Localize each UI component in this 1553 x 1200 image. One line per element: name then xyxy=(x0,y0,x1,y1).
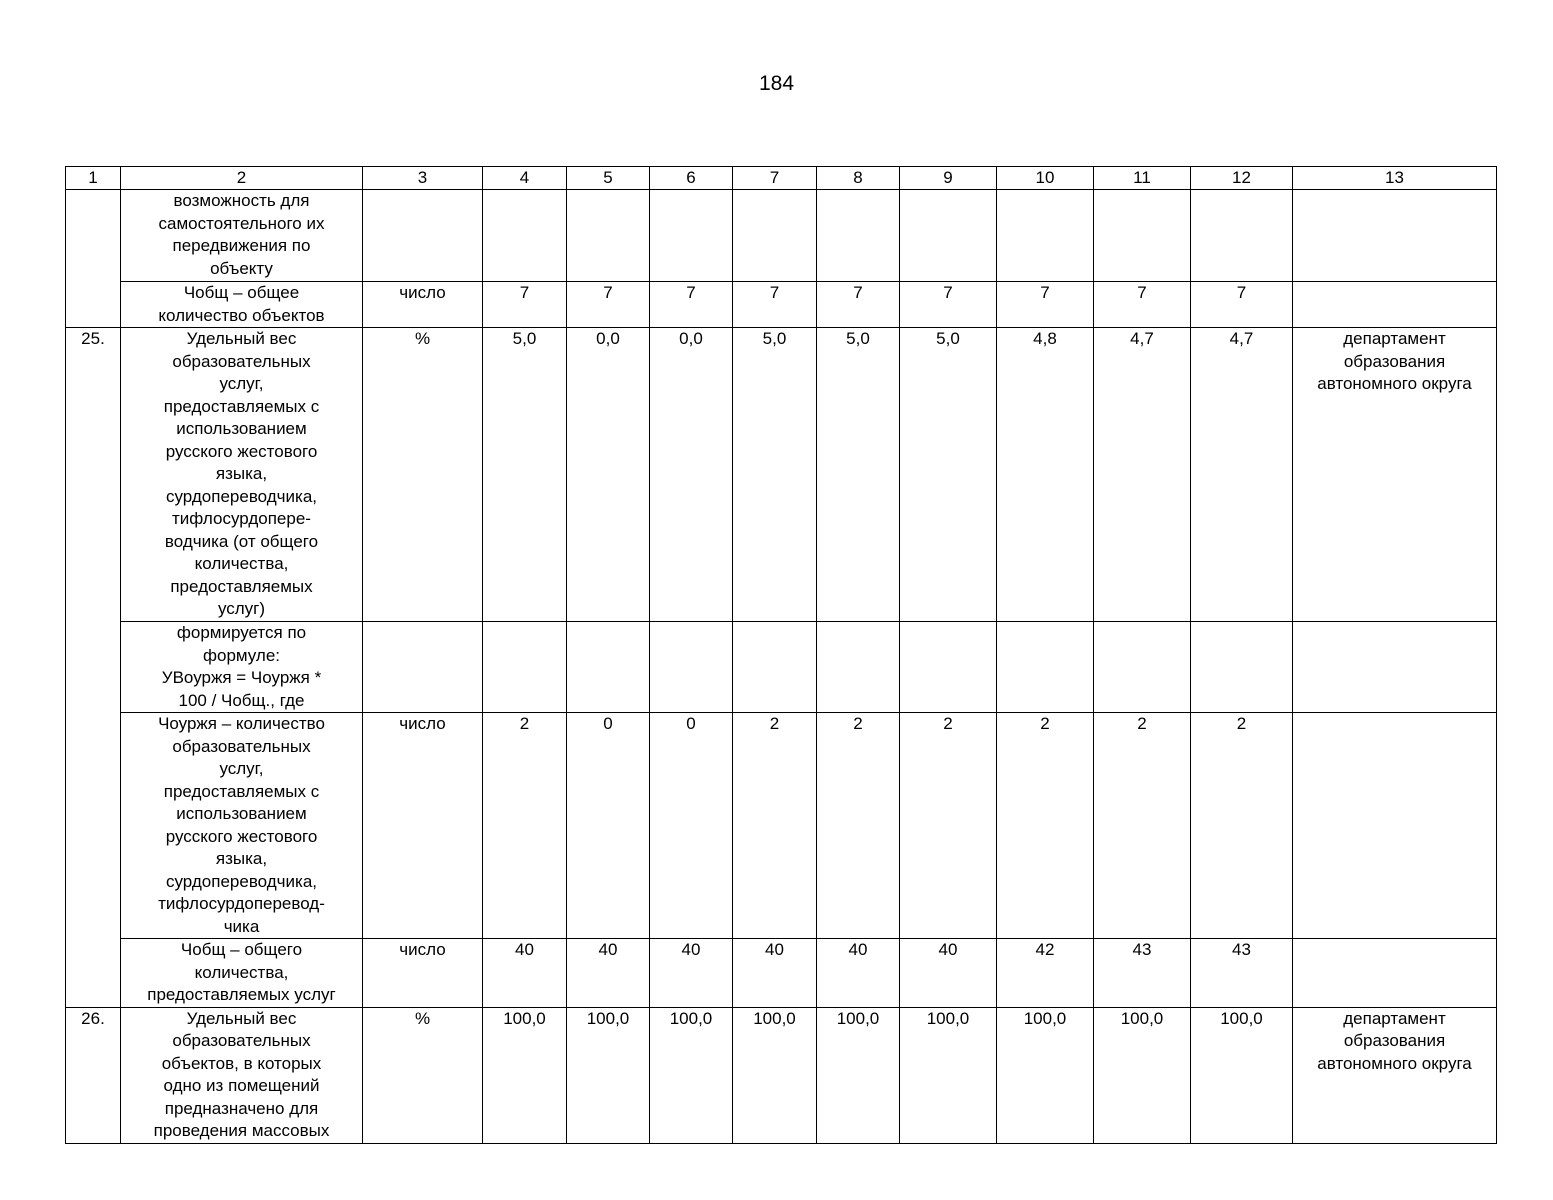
value-cell xyxy=(1094,190,1191,282)
value-cell: 43 xyxy=(1094,939,1191,1008)
value-cell: 40 xyxy=(567,939,650,1008)
value-cell: 4,7 xyxy=(1191,328,1293,622)
value-cell: 5,0 xyxy=(817,328,900,622)
table-row xyxy=(66,1007,1497,1143)
header-cell: 13 xyxy=(1293,167,1497,190)
value-cell: 100,0 xyxy=(733,1007,817,1143)
table-row xyxy=(66,328,1497,622)
value-cell: 5,0 xyxy=(483,328,567,622)
value-cell: 2 xyxy=(1094,713,1191,939)
value-cell: 100,0 xyxy=(1094,1007,1191,1143)
header-cell: 3 xyxy=(363,167,483,190)
value-cell xyxy=(997,190,1094,282)
indicator-name-cell: Удельный вес образовательных объектов, в которых одно из помещений предназначено для проведения массовых xyxy=(121,1007,363,1143)
table-row xyxy=(66,622,1497,713)
value-cell: 7 xyxy=(483,282,567,328)
header-cell: 12 xyxy=(1191,167,1293,190)
value-cell xyxy=(900,622,997,713)
unit-cell: число xyxy=(363,939,483,1008)
value-cell xyxy=(900,190,997,282)
indicator-name-cell: Чобщ – общее количество объектов xyxy=(121,282,363,328)
row-number-cell: 26. xyxy=(66,1007,121,1143)
value-cell xyxy=(733,190,817,282)
indicator-name-cell: Удельный вес образовательных услуг, предоставляемых с использованием русского жестового языка, сурдопереводчика, тифлосурдопере- водчика (от общего количества, предоставляемых услуг) xyxy=(121,328,363,622)
unit-cell: % xyxy=(363,328,483,622)
value-cell: 100,0 xyxy=(483,1007,567,1143)
value-cell: 40 xyxy=(650,939,733,1008)
header-cell: 7 xyxy=(733,167,817,190)
indicator-name-cell: Чоуржя – количество образовательных услуг, предоставляемых с использованием русского жестового языка, сурдопереводчика, тифлосурдоперевод- чика xyxy=(121,713,363,939)
value-cell: 4,7 xyxy=(1094,328,1191,622)
value-cell: 100,0 xyxy=(1191,1007,1293,1143)
value-cell: 100,0 xyxy=(567,1007,650,1143)
value-cell: 0 xyxy=(567,713,650,939)
table-row xyxy=(66,190,1497,282)
responsible-cell xyxy=(1293,282,1497,328)
indicator-name-cell: формируется по формуле: УВоуржя = Чоуржя * 100 / Чобщ., где xyxy=(121,622,363,713)
value-cell xyxy=(567,622,650,713)
value-cell: 100,0 xyxy=(997,1007,1094,1143)
header-cell: 10 xyxy=(997,167,1094,190)
header-cell: 5 xyxy=(567,167,650,190)
table-row xyxy=(66,939,1497,1008)
unit-cell: число xyxy=(363,713,483,939)
value-cell: 7 xyxy=(997,282,1094,328)
value-cell: 2 xyxy=(997,713,1094,939)
value-cell xyxy=(650,622,733,713)
value-cell xyxy=(483,190,567,282)
header-cell: 4 xyxy=(483,167,567,190)
responsible-cell: департамент образования автономного округа xyxy=(1293,328,1497,622)
value-cell: 40 xyxy=(900,939,997,1008)
value-cell: 2 xyxy=(733,713,817,939)
page-number: 184 xyxy=(758,72,795,95)
row-number-cell: 25. xyxy=(66,328,121,1008)
value-cell: 7 xyxy=(567,282,650,328)
header-cell: 8 xyxy=(817,167,900,190)
unit-cell: число xyxy=(363,282,483,328)
value-cell xyxy=(997,622,1094,713)
value-cell: 2 xyxy=(817,713,900,939)
indicator-name-cell: Чобщ – общего количества, предоставляемых услуг xyxy=(121,939,363,1008)
value-cell: 40 xyxy=(483,939,567,1008)
value-cell: 4,8 xyxy=(997,328,1094,622)
value-cell: 0,0 xyxy=(567,328,650,622)
value-cell xyxy=(1094,622,1191,713)
row-number-cell xyxy=(66,190,121,328)
responsible-cell: департамент образования автономного округа xyxy=(1293,1007,1497,1143)
unit-cell xyxy=(363,190,483,282)
value-cell: 5,0 xyxy=(733,328,817,622)
unit-cell xyxy=(363,622,483,713)
table-row xyxy=(66,282,1497,328)
header-cell: 9 xyxy=(900,167,997,190)
value-cell: 7 xyxy=(650,282,733,328)
table-row xyxy=(66,713,1497,939)
responsible-cell xyxy=(1293,713,1497,939)
header-cell: 11 xyxy=(1094,167,1191,190)
value-cell: 2 xyxy=(1191,713,1293,939)
value-cell xyxy=(1191,622,1293,713)
value-cell: 7 xyxy=(1094,282,1191,328)
value-cell: 7 xyxy=(817,282,900,328)
value-cell xyxy=(1191,190,1293,282)
value-cell: 100,0 xyxy=(900,1007,997,1143)
value-cell: 7 xyxy=(900,282,997,328)
value-cell xyxy=(650,190,733,282)
indicator-name-cell: возможность для самостоятельного их передвижения по объекту xyxy=(121,190,363,282)
responsible-cell xyxy=(1293,939,1497,1008)
header-cell: 2 xyxy=(121,167,363,190)
value-cell: 0,0 xyxy=(650,328,733,622)
value-cell: 40 xyxy=(733,939,817,1008)
value-cell: 2 xyxy=(483,713,567,939)
value-cell: 100,0 xyxy=(650,1007,733,1143)
value-cell xyxy=(817,622,900,713)
value-cell xyxy=(733,622,817,713)
value-cell: 42 xyxy=(997,939,1094,1008)
header-cell: 1 xyxy=(66,167,121,190)
header-cell: 6 xyxy=(650,167,733,190)
indicator-table xyxy=(65,166,1497,1144)
value-cell xyxy=(817,190,900,282)
responsible-cell xyxy=(1293,190,1497,282)
value-cell: 2 xyxy=(900,713,997,939)
value-cell xyxy=(567,190,650,282)
value-cell: 40 xyxy=(817,939,900,1008)
value-cell: 5,0 xyxy=(900,328,997,622)
value-cell: 43 xyxy=(1191,939,1293,1008)
value-cell: 0 xyxy=(650,713,733,939)
value-cell xyxy=(483,622,567,713)
value-cell: 7 xyxy=(1191,282,1293,328)
responsible-cell xyxy=(1293,622,1497,713)
table-header-row xyxy=(66,167,1497,190)
value-cell: 100,0 xyxy=(817,1007,900,1143)
unit-cell: % xyxy=(363,1007,483,1143)
value-cell: 7 xyxy=(733,282,817,328)
